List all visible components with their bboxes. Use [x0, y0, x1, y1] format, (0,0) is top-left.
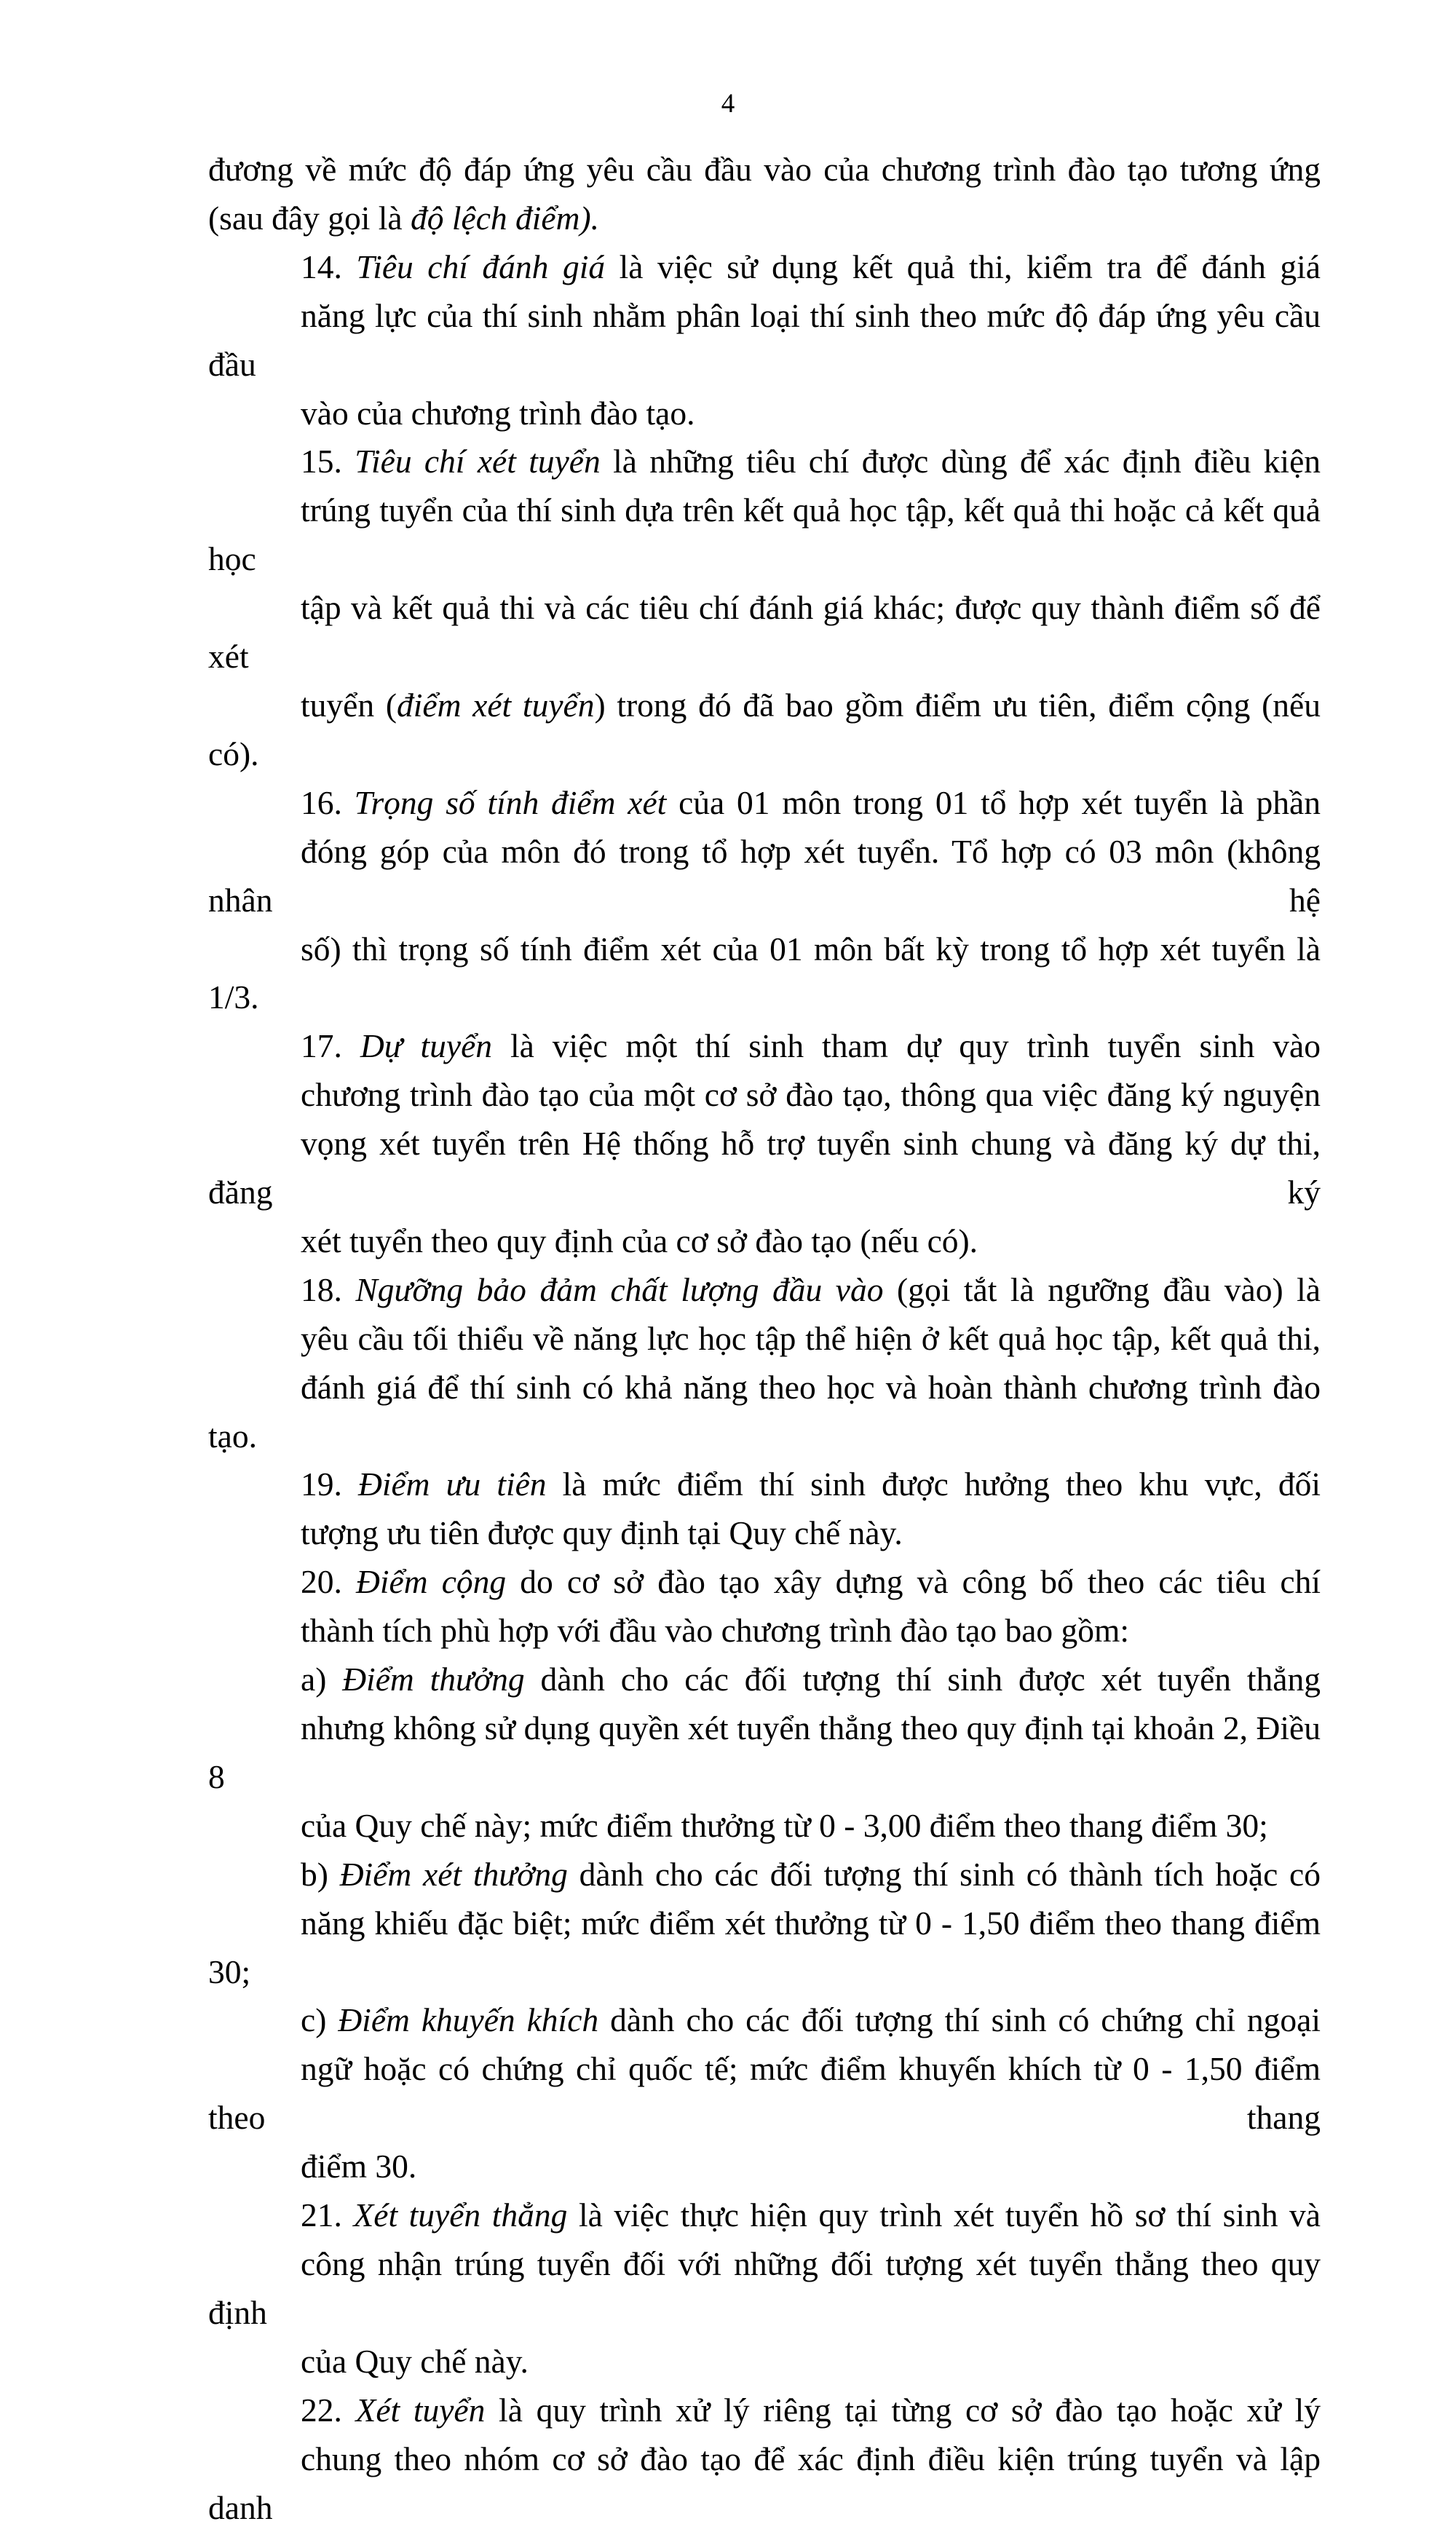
text-line — [208, 584, 1321, 681]
text-run: dành cho các đối tượng thí sinh được xét tuyển thẳng — [524, 1661, 1321, 1698]
text-line — [208, 1460, 1321, 1509]
document-body — [208, 146, 1321, 2532]
text-run: đương về mức độ đáp ứng yêu cầu đầu vào của chương trình đào tạo tương ứng — [208, 151, 1321, 188]
italic-term: Điểm xét thưởng — [339, 1855, 568, 1893]
text-run: của Quy chế này; mức điểm thưởng từ 0 - 3,00 điểm theo thang điểm 30; — [301, 1806, 1268, 1844]
text-run: a) — [301, 1661, 343, 1698]
text-line — [208, 779, 1321, 828]
text-run: là mức điểm thí sinh được hưởng theo khu vực, đối — [546, 1465, 1321, 1503]
text-run: c) — [301, 2001, 339, 2039]
text-run: năng lực của thí sinh nhằm phân loại thí sinh theo mức độ đáp ứng yêu cầu đầu — [208, 296, 1321, 383]
text-run: 22. — [301, 2391, 356, 2429]
text-line — [208, 1364, 1321, 1461]
paragraph-p20a — [208, 1655, 1321, 1851]
italic-term: Xét tuyển — [355, 2391, 486, 2429]
text-line — [208, 389, 1321, 438]
text-line — [208, 486, 1321, 584]
paragraph-p13_cont — [208, 146, 1321, 243]
text-run: của 01 môn trong 01 tổ hợp xét tuyển là phần — [666, 783, 1321, 821]
text-line — [208, 146, 1321, 194]
text-line — [208, 1851, 1321, 1899]
paragraph-p16 — [208, 779, 1321, 1023]
text-run: tuyển ( — [301, 686, 397, 724]
italic-term: điểm xét tuyển — [396, 686, 595, 724]
text-line — [208, 1509, 1321, 1558]
text-line — [208, 243, 1321, 292]
text-run: 17. — [301, 1027, 360, 1065]
paragraph-p18 — [208, 1266, 1321, 1461]
text-run: điểm 30. — [301, 2148, 417, 2185]
paragraph-p21 — [208, 2191, 1321, 2386]
text-run: tượng ưu tiên được quy định tại Quy chế này. — [301, 1514, 903, 1552]
text-run: 18. — [301, 1270, 356, 1308]
text-run: trúng tuyển của thí sinh dựa trên kết quả học tập, kết quả thi hoặc cả kết quả học — [208, 491, 1321, 578]
text-line — [208, 2045, 1321, 2143]
text-run: 20. — [301, 1563, 357, 1601]
italic-term: Điểm cộng — [356, 1563, 507, 1601]
text-run: do cơ sở đào tạo xây dựng và công bố theo các tiêu chí — [506, 1563, 1321, 1601]
text-run: 14. — [301, 248, 357, 285]
italic-term: Điểm thưởng — [342, 1661, 525, 1698]
italic-term: Xét tuyển thẳng — [353, 2196, 568, 2234]
paragraph-p20b — [208, 1851, 1321, 1997]
text-run: (sau đây gọi là — [208, 199, 411, 237]
text-run: là việc thực hiện quy trình xét tuyển hồ sơ thí sinh và — [567, 2196, 1321, 2234]
text-line — [208, 1704, 1321, 1802]
text-line — [208, 1071, 1321, 1120]
text-run: 19. — [301, 1465, 358, 1503]
text-run: dành cho các đối tượng thí sinh có thành tích hoặc có — [567, 1855, 1321, 1893]
paragraph-p20 — [208, 1558, 1321, 1655]
text-run: đóng góp của môn đó trong tổ hợp xét tuyển. Tổ hợp có 03 môn (không nhân hệ — [208, 832, 1321, 919]
text-run: là những tiêu chí được dùng để xác định điều kiện — [600, 443, 1321, 480]
paragraph-p19 — [208, 1460, 1321, 1558]
paragraph-p22 — [208, 2386, 1321, 2532]
text-run: vào của chương trình đào tạo. — [301, 394, 695, 432]
text-run: chung theo nhóm cơ sở đào tạo để xác định điều kiện trúng tuyển và lập danh — [208, 2440, 1321, 2526]
text-line — [208, 1802, 1321, 1851]
page-number: 4 — [721, 89, 735, 119]
text-run: 15. — [301, 443, 355, 480]
text-run: là việc sử dụng kết quả thi, kiểm tra để đánh giá — [605, 248, 1321, 285]
text-line — [208, 2386, 1321, 2435]
text-line — [208, 1217, 1321, 1266]
paragraph-p20c — [208, 1996, 1321, 2191]
text-line — [208, 2240, 1321, 2338]
paragraph-p14 — [208, 243, 1321, 438]
text-run: ) trong đó đã bao gồm điểm ưu tiên, điểm cộng (nếu có). — [208, 686, 1321, 772]
text-run: ngữ hoặc có chứng chỉ quốc tế; mức điểm khuyến khích từ 0 - 1,50 điểm theo thang — [208, 2050, 1321, 2137]
text-run: là việc một thí sinh tham dự quy trình tuyển sinh vào — [492, 1027, 1321, 1065]
text-run: số) thì trọng số tính điểm xét của 01 môn bất kỳ trong tổ hợp xét tuyển là 1/3. — [208, 930, 1321, 1016]
text-run: yêu cầu tối thiểu về năng lực học tập thể hiện ở kết quả học tập, kết quả thi, — [301, 1319, 1321, 1357]
text-run: 21. — [301, 2196, 354, 2234]
text-line — [208, 2435, 1321, 2532]
text-run: nhưng không sử dụng quyền xét tuyển thẳng theo quy định tại khoản 2, Điều 8 — [208, 1709, 1321, 1795]
italic-term: Tiêu chí xét tuyển — [355, 443, 601, 480]
text-line — [208, 1266, 1321, 1315]
text-run: năng khiếu đặc biệt; mức điểm xét thưởng từ 0 - 1,50 điểm theo thang điểm 30; — [208, 1904, 1321, 1990]
italic-term: Tiêu chí đánh giá — [356, 248, 606, 285]
text-line — [208, 1558, 1321, 1607]
text-run: của Quy chế này. — [301, 2342, 529, 2380]
text-run: chương trình đào tạo của một cơ sở đào tạo, thông qua việc đăng ký nguyện — [301, 1076, 1321, 1114]
italic-term: Trọng số tính điểm xét — [354, 783, 667, 821]
text-line — [208, 1120, 1321, 1217]
text-run: đánh giá để thí sinh có khả năng theo học và hoàn thành chương trình đào tạo. — [208, 1368, 1321, 1455]
text-line — [208, 681, 1321, 779]
text-run: tập và kết quả thi và các tiêu chí đánh giá khác; được quy thành điểm số để xét — [208, 589, 1321, 676]
italic-term: Ngưỡng bảo đảm chất lượng đầu vào — [355, 1270, 884, 1308]
text-run: (gọi tắt là ngưỡng đầu vào) là — [883, 1270, 1321, 1308]
text-line — [208, 1607, 1321, 1655]
text-line — [208, 194, 1321, 243]
italic-term: Điểm ưu tiên — [357, 1465, 547, 1503]
text-run: là quy trình xử lý riêng tại từng cơ sở đào tạo hoặc xử lý — [485, 2391, 1321, 2429]
italic-term: Điểm khuyến khích — [338, 2001, 599, 2039]
text-line — [208, 292, 1321, 389]
italic-term: Dự tuyển — [360, 1027, 493, 1065]
text-line — [208, 2143, 1321, 2191]
text-line — [208, 1899, 1321, 1997]
text-line — [208, 1996, 1321, 2045]
italic-term: độ lệch điểm). — [410, 199, 599, 237]
text-run: b) — [301, 1855, 340, 1893]
text-run: dành cho các đối tượng thí sinh có chứng chỉ ngoại — [598, 2001, 1321, 2039]
text-run: vọng xét tuyển trên Hệ thống hỗ trợ tuyển sinh chung và đăng ký dự thi, đăng ký — [208, 1125, 1321, 1211]
text-run: 16. — [301, 783, 355, 821]
text-line — [208, 438, 1321, 486]
text-line — [208, 828, 1321, 925]
text-run: xét tuyển theo quy định của cơ sở đào tạo (nếu có). — [301, 1222, 978, 1259]
text-line — [208, 2191, 1321, 2240]
text-line — [208, 2338, 1321, 2386]
text-line — [208, 1022, 1321, 1071]
text-run: công nhận trúng tuyển đối với những đối tượng xét tuyển thẳng theo quy định — [208, 2244, 1321, 2331]
text-line — [208, 1315, 1321, 1364]
paragraph-p15 — [208, 438, 1321, 778]
paragraph-p17 — [208, 1022, 1321, 1266]
text-line — [208, 1655, 1321, 1704]
text-line — [208, 925, 1321, 1023]
text-run: thành tích phù hợp với đầu vào chương trình đào tạo bao gồm: — [301, 1612, 1130, 1650]
